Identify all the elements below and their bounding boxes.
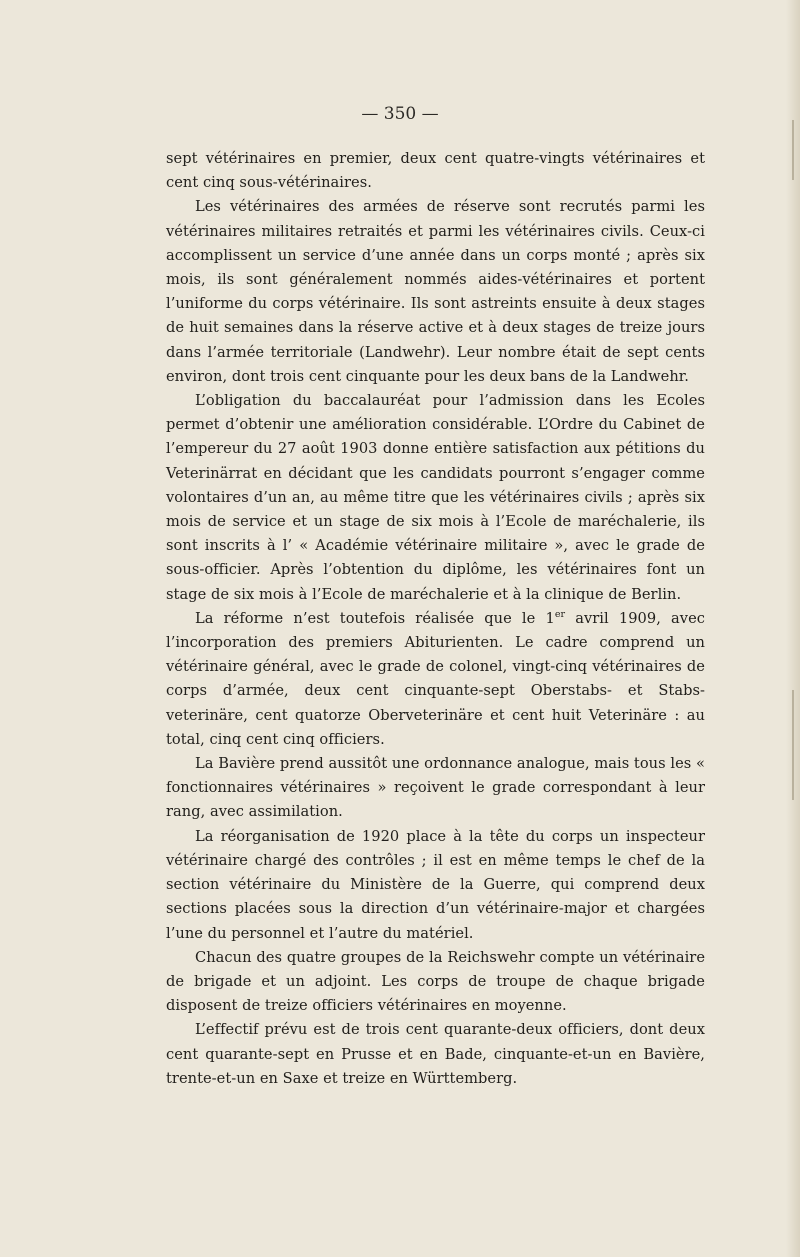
paragraph: Les vétérinaires des armées de réserve sont recrutés parmi les vétérinaires militaires retraités et parmi les vétérinaires civils. Ceux-ci accomplissent un service d’une année dans un corps monté ; après six mois, ils sont généralement nommés aides-vétérinaires et portent l’uniforme du corps vétérinaire. Ils sont astreints ensuite à deux stages de huit semaines dans la réserve active et à deux stages de treize jours dans l’armée territoriale (Landwehr). Leur nombre était de sept cents environ, dont trois cent cinquante pour les deux bans de la Landwehr. [166,198,705,385]
page-number: — 350 — [361,104,439,124]
page-edge-mark [792,690,794,800]
paragraph-reform [166,607,705,752]
page-edge [786,0,800,1257]
paragraph: L’effectif prévu est de trois cent quarante-deux officiers, dont deux cent quarante-sept en Prusse et en Bade, cinquante-et-un en Bavière, trente-et-un en Saxe et treize en Württemberg. [166,1021,705,1087]
ordinal-superscript: er [554,608,566,620]
reform-text-end: avril 1909, avec l’incorporation des premiers Abiturienten. Le cadre comprend un vétérinaire général, avec le grade de colonel, vingt-cinq vétérinaires de corps d’armée, deux cent cinquante-sept Oberstabs- et Stabs-veterinäre, cent quatorze Oberveterinäre et cent huit Veterinäre : au total, cinq cent cinq officiers. [166,609,705,748]
paragraph: L’obligation du baccalauréat pour l’admission dans les Ecoles permet d’obtenir une amélioration considérable. L’Ordre du Cabinet de l’empereur du 27 août 1903 donne entière satisfaction aux pétitions du Veterinärrat en décidant que les candidats pourront s’engager comme volontaires d’un an, au même titre que les vétérinaires civils ; après six mois de service et un stage de six mois à l’Ecole de maréchalerie, ils sont inscrits à l’ « Académie vétérinaire militaire », avec le grade de sous-officier. Après l’obtention du diplôme, les vétérinaires font un stage de six mois à l’Ecole de maréchalerie et à la clinique de Berlin. [166,392,705,603]
paragraph: La réorganisation de 1920 place à la tête du corps un inspecteur vétérinaire chargé des contrôles ; il est en même temps le chef de la section vétérinaire du Ministère de la Guerre, qui comprend deux sections placées sous la direction d’un vétérinaire-major et chargées l’une du personnel et l’autre du matériel. [166,827,705,942]
paragraph: Chacun des quatre groupes de la Reichswehr compte un vétérinaire de brigade et un adjoint. Les corps de troupe de chaque brigade disposent de treize officiers vétérinaires en moyenne. [166,948,705,1015]
body-text [166,147,705,1091]
paragraph: La Bavière prend aussitôt une ordonnance analogue, mais tous les « fonctionnaires vétérinaires » reçoivent le grade correspondant à leur rang, avec assimilation. [166,755,705,821]
paragraph: sept vétérinaires en premier, deux cent quatre-vingts vétérinaires et cent cinq sous-vétérinaires. [166,150,705,192]
page-edge-mark [792,120,794,180]
reform-text-start: La réforme n’est toutefois réalisée que le 1 [195,609,555,627]
